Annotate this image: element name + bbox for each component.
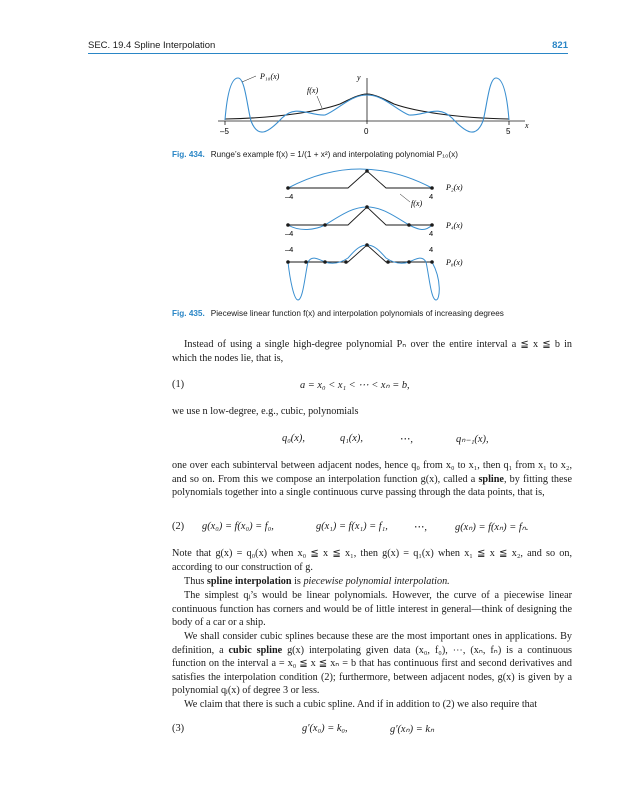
- eq2-part-3: g(xₙ) = f(xₙ) = fₙ.: [455, 522, 529, 533]
- fig435-caption: [172, 309, 504, 318]
- paragraph-5a: Thus: [184, 576, 205, 587]
- eq-poly-0: q₀(x),: [282, 433, 305, 444]
- paragraph-7: [172, 630, 572, 698]
- row2-right-label: 4: [429, 229, 434, 238]
- eq2-part-2: ⋯,: [414, 522, 427, 533]
- paragraph-6: The simplest qⱼ’s would be linear polynomials. However, the curve of a piecewise linear continuous function has corners and would be of little interest in general—think of designing the body of a car or a ship.: [172, 590, 572, 629]
- fig434-caption: [172, 150, 458, 159]
- term-cubic-spline: cubic spline: [228, 644, 283, 656]
- p10-label: P₁₀(x): [260, 72, 280, 81]
- fig435-caption-text: Piecewise linear function f(x) and interpolation polynomials of increasing degrees: [210, 309, 504, 318]
- page-number: 821: [552, 40, 568, 51]
- row1-right-label: 4: [429, 192, 434, 201]
- eq3-part-1: g′(xₙ) = kₙ: [390, 724, 435, 735]
- term-spline-interpolation: spline interpolation: [206, 576, 292, 587]
- section-number: SEC. 19.4: [88, 40, 132, 51]
- figure-435: [285, 169, 463, 300]
- fig435-label: Fig. 435.: [172, 309, 205, 318]
- tick-0: 0: [364, 127, 369, 136]
- p2-label: P₂(x): [446, 183, 463, 192]
- paragraph-7a: We shall consider cubic splines because these are the most important ones in applications. By definition, a: [172, 631, 572, 656]
- tick-minus5: –5: [220, 127, 229, 136]
- fig434-caption-text: Runge’s example f(x) = 1/(1 + x²) and interpolating polynomial P₁₀(x): [210, 150, 458, 159]
- eq2-part-0: g(x₀) = f(x₀) = f₀,: [202, 521, 274, 532]
- eq1-number: (1): [172, 379, 185, 390]
- eq3-part-0: g′(x₀) = k₀,: [302, 723, 348, 734]
- fx-label: f(x): [307, 86, 319, 95]
- p2-curve: [288, 169, 432, 188]
- x-axis-label: x: [525, 121, 529, 130]
- row2-left-label: –4: [285, 229, 294, 238]
- p4-label: P₄(x): [446, 221, 463, 230]
- eq-poly-1: q₁(x),: [340, 433, 363, 444]
- term-spline: spline: [478, 473, 504, 485]
- paragraph-7c: g(x) interpolating given data (x₀, f₀), ⋯, (xₙ, fₙ) is a continuous function on the interval a = x₀ ≦ x ≦ xₙ = b that has continuous first and second derivatives and satisfies the interpolation condition (2); furthermore, between adjacent nodes, g(x) is given by a polynomial qⱼ(x) of degree 3 or less.: [172, 644, 572, 697]
- paragraph-3: [172, 459, 572, 500]
- eq-poly-n: qₙ₋₁(x),: [456, 434, 489, 445]
- eq2-number: (2): [172, 521, 185, 532]
- piecewise-f-row2: [288, 207, 432, 225]
- paragraph-5d: piecewise polynomial interpolation.: [303, 576, 450, 587]
- eq3-number: (3): [172, 723, 185, 734]
- eq2-part-1: g(x₁) = f(x₁) = f₁,: [316, 521, 388, 532]
- p4-curve: [288, 207, 432, 230]
- fig434-label: Fig. 434.: [172, 150, 205, 159]
- piecewise-f-row1: [288, 171, 432, 188]
- section-title: Spline Interpolation: [134, 40, 216, 51]
- row3-right-label: 4: [429, 245, 434, 254]
- paragraph-2: we use n low-degree, e.g., cubic, polynomials: [172, 406, 359, 417]
- paragraph-5c: is: [294, 576, 301, 587]
- p8-label: P₈(x): [446, 258, 463, 267]
- paragraph-5: [172, 575, 572, 589]
- row3-left-label: –4: [285, 245, 294, 254]
- paragraph-8: We claim that there is such a cubic spline. And if in addition to (2) we also require that: [184, 699, 538, 710]
- paragraph-3c: , by fitting these polynomials together into a single continuous curve passing through the data points, that is,: [172, 473, 573, 499]
- fig435-fx-label: f(x): [411, 199, 423, 208]
- y-axis-label: y: [357, 73, 361, 82]
- paragraph-4: Note that g(x) = q₀(x) when x₀ ≦ x ≦ x₁, then g(x) = q₁(x) when x₁ ≦ x ≦ x₂, and so on, according to our construction of g.: [172, 548, 572, 573]
- row1-left-label: –4: [285, 192, 294, 201]
- tick-5: 5: [506, 127, 511, 136]
- eq-poly-dots: ⋯,: [400, 434, 413, 445]
- p8-curve: [288, 245, 439, 300]
- paragraph-1: Instead of using a single high-degree polynomial Pₙ over the entire interval a ≦ x ≦ b in which the nodes lie, that is,: [172, 339, 572, 364]
- paragraph-3a: one over each subinterval between adjacent nodes, hence q₀ from x₀ to x₁, then q₁ from x₁ to x₂, and so on. From this we compose an interpolation function g(x), called a: [172, 460, 572, 485]
- equation-1: a = x₀ < x₁ < ⋯ < xₙ = b,: [300, 380, 410, 391]
